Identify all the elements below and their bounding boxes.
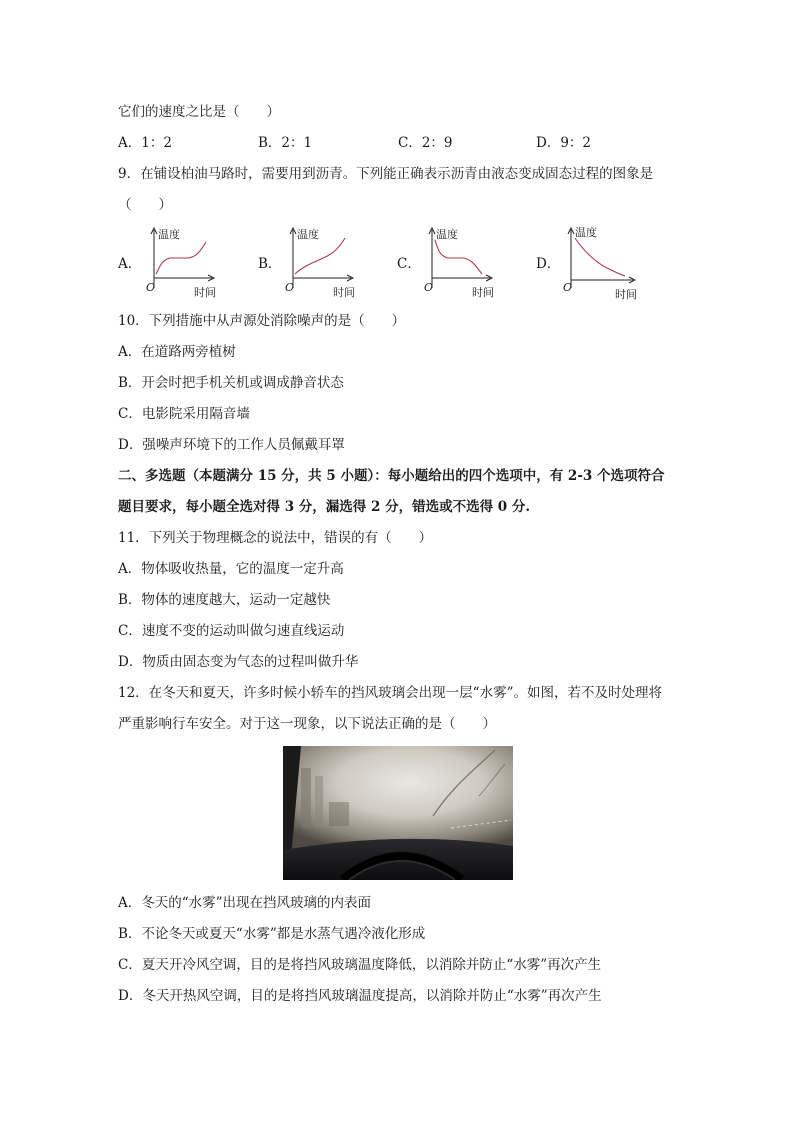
q9-graph-c xyxy=(420,224,520,304)
q10-option-a: A．在道路两旁植树 xyxy=(118,344,236,360)
section2-heading-line1: 二、多选题（本题满分 15 分，共 5 小题）：每小题给出的四个选项中，有 2-3 个选项符合 xyxy=(118,468,665,484)
q9-graph-b xyxy=(281,224,381,304)
q9-graph-c-ylabel: 温度 xyxy=(436,228,458,241)
q12-stem-line2: 严重影响行车安全。对于这一现象，以下说法正确的是（ ） xyxy=(118,716,496,732)
q8-option-c: C．2：9 xyxy=(398,135,453,151)
q12-stem-line1: 12．在冬天和夏天，许多时候小轿车的挡风玻璃会出现一层“水雾”。如图，若不及时处理将 xyxy=(118,685,662,701)
q9-graph-a-ylabel: 温度 xyxy=(158,228,180,241)
q9-graph-c-origin: O xyxy=(424,281,434,294)
q9-graph-options xyxy=(118,224,658,306)
q9-graph-d-xlabel: 时间 xyxy=(615,288,637,301)
q11-stem: 11．下列关于物理概念的说法中，错误的有（ ） xyxy=(118,530,433,546)
q10-option-c: C．电影院采用隔音墙 xyxy=(118,406,250,422)
q9-graph-b-curve xyxy=(295,238,345,274)
q9-option-b-label: B． xyxy=(258,256,282,272)
q9-option-c-label: C． xyxy=(397,256,421,272)
q9-graph-a-curve xyxy=(156,242,206,274)
q9-graph-b-origin: O xyxy=(285,281,295,294)
q9-stem-line2: （ ） xyxy=(118,197,172,213)
q9-graph-d-origin: O xyxy=(563,281,573,294)
q9-graph-b-xlabel: 时间 xyxy=(333,286,355,299)
q8-stem-tail: 它们的速度之比是（ ） xyxy=(118,104,280,120)
q12-option-c: C．夏天开冷风空调，目的是将挡风玻璃温度降低，以消除并防止“水雾”再次产生 xyxy=(118,957,602,973)
q9-graph-b-ylabel: 温度 xyxy=(297,228,319,241)
q9-graph-a-xlabel: 时间 xyxy=(194,286,216,299)
q9-graph-c-curve xyxy=(435,240,482,274)
section2-heading-line2: 题目要求，每小题全选对得 3 分，漏选得 2 分，错选或不选得 0 分. xyxy=(118,499,531,515)
q10-stem: 10．下列措施中从声源处消除噪声的是（ ） xyxy=(118,313,406,329)
q11-option-b: B．物体的速度越大，运动一定越快 xyxy=(118,592,331,608)
q10-option-d: D．强噪声环境下的工作人员佩戴耳罩 xyxy=(118,437,345,453)
q9-graph-d-ylabel: 温度 xyxy=(575,226,597,239)
q10-option-b: B．开会时把手机关机或调成静音状态 xyxy=(118,375,344,391)
q11-option-c: C．速度不变的运动叫做匀速直线运动 xyxy=(118,623,345,639)
q9-option-d-label: D． xyxy=(536,256,561,272)
q11-option-a: A．物体吸收热量，它的温度一定升高 xyxy=(118,561,344,577)
q12-option-b: B．不论冬天或夏天“水雾”都是水蒸气遇冷液化形成 xyxy=(118,926,426,942)
q9-graph-d-curve xyxy=(575,238,625,276)
q9-stem-line1: 9．在铺设柏油马路时，需要用到沥青。下列能正确表示沥青由液态变成固态过程的图象是 xyxy=(118,166,654,182)
q9-option-a-label: A． xyxy=(118,256,142,272)
q9-graph-a-origin: O xyxy=(146,281,156,294)
q8-option-b: B．2：1 xyxy=(258,135,313,151)
q8-option-a: A．1：2 xyxy=(118,135,172,151)
q8-option-d: D．9：2 xyxy=(536,135,592,151)
foggy-windshield-photo xyxy=(283,746,513,880)
q9-graph-a xyxy=(142,224,242,304)
q9-graph-c-xlabel: 时间 xyxy=(472,286,494,299)
q9-graph-d xyxy=(559,224,659,304)
q12-option-d: D．冬天开热风空调，目的是将挡风玻璃温度提高，以消除并防止“水雾”再次产生 xyxy=(118,988,602,1004)
q8-options xyxy=(118,134,678,152)
q12-option-a: A．冬天的“水雾”出现在挡风玻璃的内表面 xyxy=(118,895,372,911)
q11-option-d: D．物质由固态变为气态的过程叫做升华 xyxy=(118,654,359,670)
